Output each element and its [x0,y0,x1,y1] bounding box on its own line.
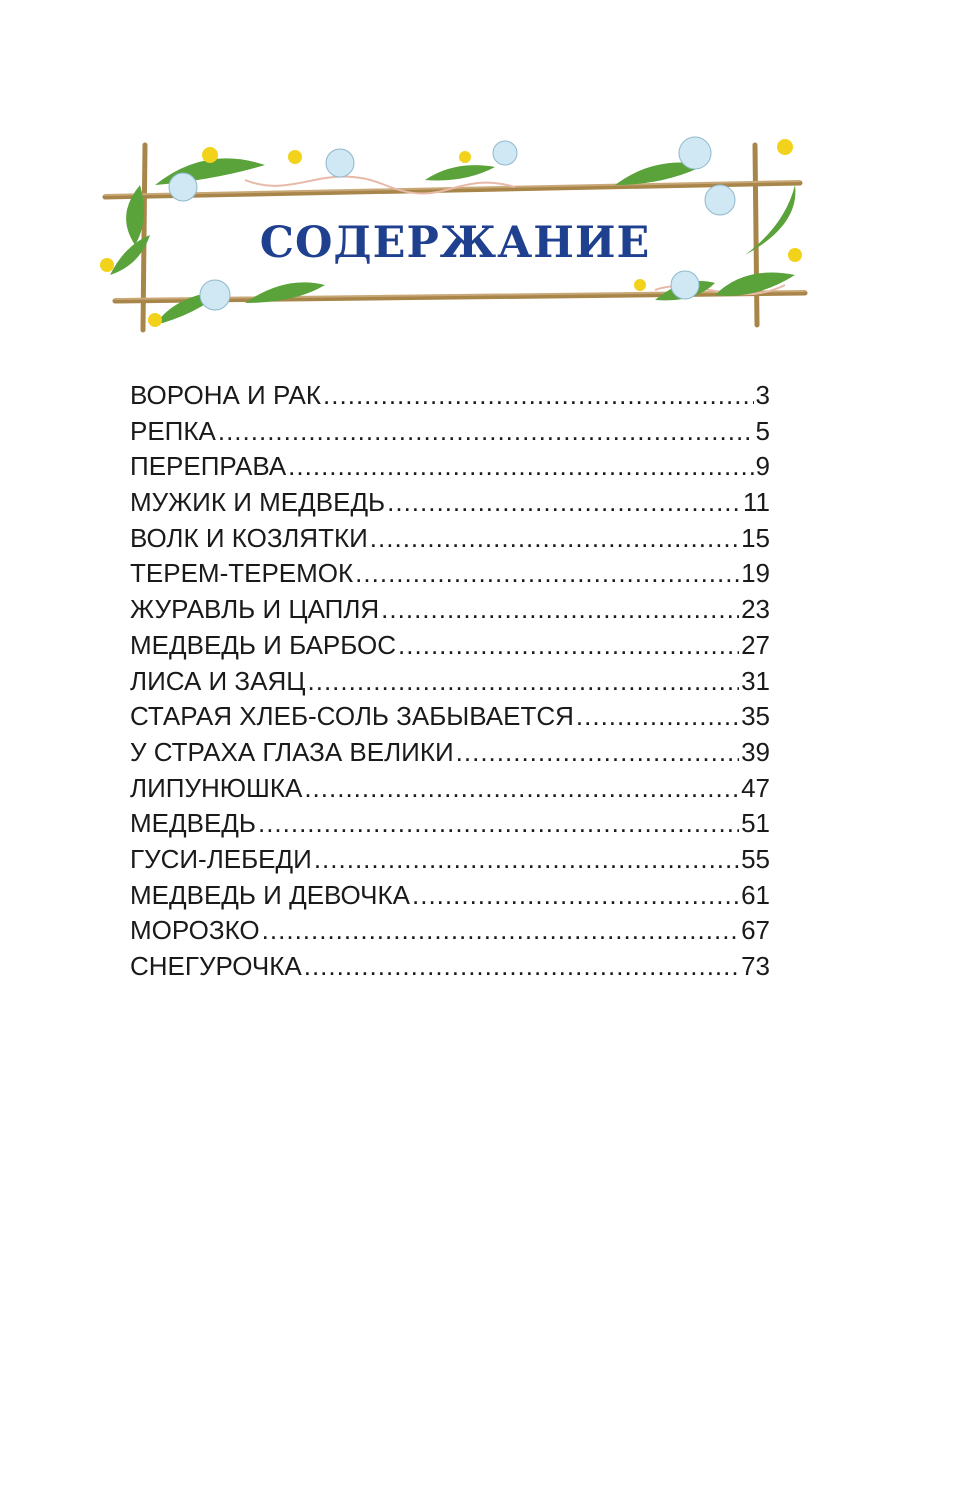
toc-entry-title: МУЖИК И МЕДВЕДЬ [130,487,386,518]
toc-entry-page: 19 [741,558,770,589]
toc-entry-page: 61 [741,879,770,910]
toc-entry-title: ТЕРЕМ-ТЕРЕМОК [130,558,354,589]
toc-entry-page: 73 [741,951,770,981]
toc-leader-dots [412,880,739,911]
toc-leader-dots [262,915,739,946]
toc-entry [130,558,770,594]
toc-entry-page: 9 [755,451,770,482]
toc-leader-dots [218,416,754,447]
toc-entry [130,487,770,523]
toc-entry-page: 35 [741,701,770,732]
toc-entry-title: ВОЛК И КОЗЛЯТКИ [130,522,368,553]
table-of-contents [130,380,770,987]
toc-leader-dots [308,666,740,697]
toc-entry [130,416,770,452]
toc-leader-dots [355,558,739,589]
toc-entry-page: 15 [741,522,770,553]
toc-entry [130,594,770,630]
toc-entry [130,844,770,880]
toc-entry-page: 23 [741,594,770,625]
toc-entry-title: СТАРАЯ ХЛЕБ-СОЛЬ ЗАБЫВАЕТСЯ [130,701,574,732]
toc-leader-dots [258,808,739,839]
toc-entry-page: 47 [741,772,770,803]
toc-entry-title: МЕДВЕДЬ И БАРБОС [130,629,397,660]
toc-entry-title: МЕДВЕДЬ [130,808,256,839]
toc-leader-dots [288,451,753,482]
toc-entry-page: 39 [741,736,770,767]
toc-entry-title: У СТРАХА ГЛАЗА ВЕЛИКИ [130,736,454,767]
toc-entry [130,666,770,702]
toc-leader-dots [456,737,739,768]
toc-leader-dots [381,594,739,625]
toc-entry-title: СНЕГУРОЧКА [130,951,302,981]
toc-entry-title: РЕПКА [130,415,216,446]
toc-entry-title: МОРОЗКО [130,915,260,946]
toc-entry-title: ГУСИ-ЛЕБЕДИ [130,843,312,874]
toc-entry [130,701,770,737]
toc-leader-dots [304,773,739,804]
toc-entry-page: 67 [741,915,770,946]
page-title: СОДЕРЖАНИЕ [259,218,651,268]
toc-entry [130,951,770,987]
toc-entry-page: 5 [755,415,770,446]
toc-leader-dots [387,487,741,518]
toc-leader-dots [323,380,753,411]
toc-entry [130,630,770,666]
toc-entry-title: ЛИПУНЮШКА [130,772,303,803]
toc-entry-title: ВОРОНА И РАК [130,380,322,410]
toc-entry-page: 11 [743,487,770,518]
toc-entry-title: МЕДВЕДЬ И ДЕВОЧКА [130,879,410,910]
toc-entry-title: ЖУРАВЛЬ И ЦАПЛЯ [130,594,380,625]
toc-entry-page: 55 [741,843,770,874]
toc-leader-dots [576,701,739,732]
toc-entry [130,808,770,844]
toc-entry [130,380,770,416]
toc-entry-page: 27 [741,629,770,660]
toc-entry [130,451,770,487]
toc-entry-page: 31 [741,665,770,696]
toc-entry [130,773,770,809]
toc-entry [130,915,770,951]
top-stick [105,183,800,197]
toc-entry-page: 3 [755,380,770,410]
toc-leader-dots [314,844,739,875]
toc-entry [130,523,770,559]
toc-entry-title: ЛИСА И ЗАЯЦ [130,665,306,696]
toc-entry-page: 51 [741,808,770,839]
toc-leader-dots [398,630,739,661]
toc-leader-dots [370,523,739,554]
toc-entry [130,880,770,916]
toc-entry-title: ПЕРЕПРАВА [130,451,287,482]
toc-leader-dots [304,951,739,982]
toc-entry [130,737,770,773]
